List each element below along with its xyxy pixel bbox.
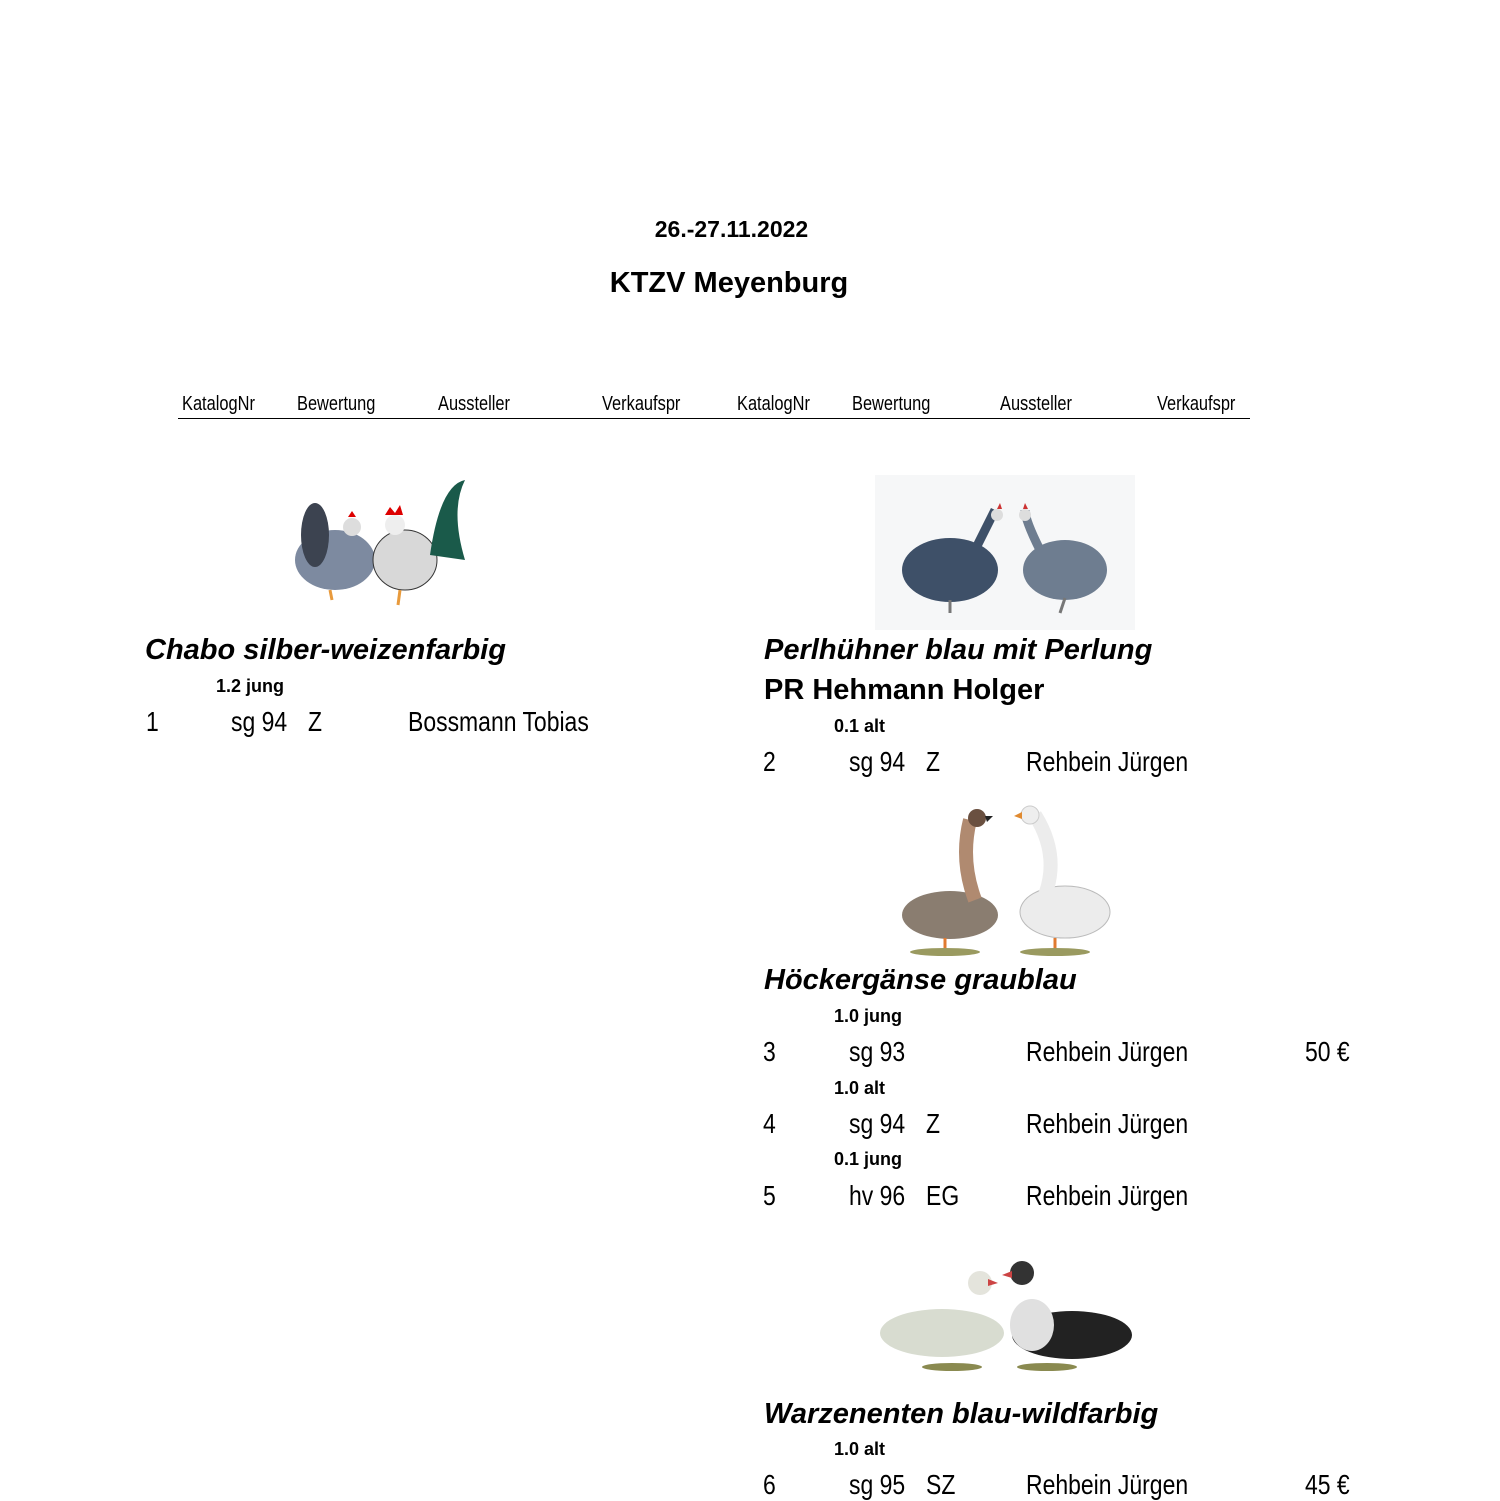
col-aussteller-2: Aussteller (1000, 393, 1073, 415)
catalog-nr: 6 (763, 1469, 776, 1500)
sex-age: 0.1 alt (834, 716, 886, 736)
exhibitor: Rehbein Jürgen (1026, 1180, 1189, 1211)
award: EG (926, 1180, 960, 1211)
geese-image (895, 800, 1135, 962)
exhibitor: Rehbein Jürgen (1026, 746, 1189, 777)
rating: sg 93 (849, 1036, 906, 1067)
sex-age: 1.0 alt (834, 1439, 886, 1459)
rating: hv 96 (849, 1180, 906, 1211)
guinea-fowl-image (875, 475, 1135, 630)
award: SZ (926, 1469, 956, 1500)
catalog-nr: 2 (763, 746, 776, 777)
award: Z (308, 706, 323, 737)
pr-holder: PR Hehmann Holger (764, 674, 1045, 706)
exhibitor: Rehbein Jürgen (1026, 1036, 1189, 1067)
muscovy-ducks-image (872, 1255, 1137, 1380)
award: Z (926, 1108, 941, 1139)
catalog-nr: 4 (763, 1108, 776, 1139)
breed-title: Warzenenten blau-wildfarbig (764, 1398, 1159, 1430)
breed-title: Höckergänse graublau (764, 964, 1077, 996)
price: 50 € (1305, 1036, 1350, 1067)
sex-age: 1.2 jung (216, 676, 285, 696)
sex-age: 1.0 alt (834, 1078, 886, 1098)
price: 45 € (1305, 1469, 1350, 1500)
sex-age: 0.1 jung (834, 1149, 903, 1169)
rating: sg 94 (849, 746, 906, 777)
col-verkaufspr-2: Verkaufspr (1157, 393, 1236, 415)
sex-age: 1.0 jung (834, 1006, 903, 1026)
catalog-nr: 3 (763, 1036, 776, 1067)
chabo-chickens-image (280, 475, 480, 625)
club-title: KTZV Meyenburg (609, 267, 849, 299)
header-divider (178, 418, 1250, 419)
show-date: 26.-27.11.2022 (654, 216, 809, 242)
rating: sg 94 (849, 1108, 906, 1139)
exhibitor: Rehbein Jürgen (1026, 1108, 1189, 1139)
col-aussteller: Aussteller (438, 393, 511, 415)
col-katalognr-2: KatalogNr (737, 393, 810, 415)
col-katalognr: KatalogNr (182, 393, 255, 415)
col-bewertung: Bewertung (297, 393, 376, 415)
col-bewertung-2: Bewertung (852, 393, 931, 415)
rating: sg 94 (231, 706, 288, 737)
breed-title: Perlhühner blau mit Perlung (764, 634, 1153, 666)
col-verkaufspr: Verkaufspr (602, 393, 681, 415)
exhibitor: Rehbein Jürgen (1026, 1469, 1189, 1500)
exhibitor: Bossmann Tobias (408, 706, 589, 737)
breed-title: Chabo silber-weizenfarbig (145, 634, 506, 666)
award: Z (926, 746, 941, 777)
rating: sg 95 (849, 1469, 906, 1500)
catalog-nr: 5 (763, 1180, 776, 1211)
catalog-nr: 1 (146, 706, 159, 737)
